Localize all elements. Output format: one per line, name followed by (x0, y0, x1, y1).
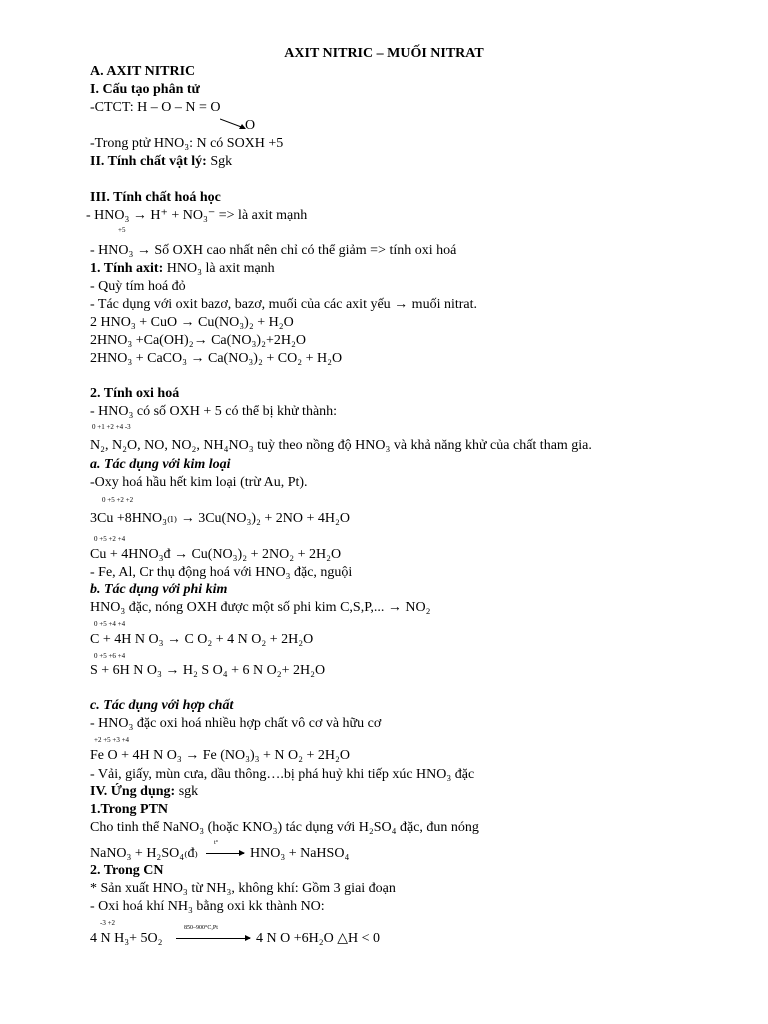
oxidation-numbers: 0 +1 +2 +4 -3 (92, 423, 131, 431)
lab-heading: 1.Trong PTN (90, 802, 169, 817)
section-4-heading: IV. Ứng dụng: (90, 784, 176, 799)
compounds-heading: c. Tác dụng với hợp chất (90, 698, 234, 713)
acid-property-heading: 1. Tính axit: (90, 261, 164, 276)
compounds-item: - HNO₃ đặc oxi hoá nhiều hợp chất vô cơ và hữu cơ (90, 716, 382, 731)
section-2-heading: II. Tính chất vật lý: (90, 154, 207, 169)
section-4-value: sgk (178, 784, 199, 799)
page-title: AXIT NITRIC – MUỐI NITRAT (284, 46, 484, 61)
lab-equation-left: NaNO₃ + H₂SO₄₍đ₎ (90, 846, 198, 861)
nonmetals-heading: b. Tác dụng với phi kim (90, 582, 228, 597)
section-2-line (90, 154, 232, 170)
ctct-second-oxygen: O (245, 118, 256, 133)
oxidation-numbers: 0 +5 +2 +2 (102, 496, 134, 504)
acid-dissociation: - HNO₃ → H⁺ + NO₃⁻ => là axit mạnh (86, 208, 308, 223)
reaction-arrow-icon (176, 938, 250, 939)
compounds-item: - Vải, giấy, mùn cưa, dầu thông….bị phá huỷ khi tiếp xúc HNO₃ đặc (90, 767, 475, 782)
acid-property-line (90, 261, 275, 277)
reaction-condition: t° (214, 840, 219, 846)
oxidation-state-note: -Trong ptử HNO₃: N có SOXH +5 (90, 136, 284, 151)
industry-equation-right: 4 N O +6H₂O △H < 0 (256, 931, 380, 946)
ctct-formula: -CTCT: H – O – N = O (90, 100, 221, 115)
oxidizing-item: - HNO₃ có số OXH + 5 có thể bị khử thành: (90, 404, 338, 419)
section-3-heading: III. Tính chất hoá học (90, 190, 221, 205)
reaction-condition: 850–900°C,Pt (184, 925, 218, 931)
reaction-equation: Cu + 4HNO₃đ → Cu(NO₃)₂ + 2NO₂ + 2H₂O (90, 547, 342, 562)
lab-equation-right: HNO₃ + NaHSO₄ (250, 846, 350, 861)
oxidation-numbers: 0 +5 +6 +4 (94, 652, 126, 660)
oxidation-numbers: 0 +5 +4 +4 (94, 620, 126, 628)
reaction-equation: 2HNO₃ +Ca(OH)₂→ Ca(NO₃)₂+2H₂O (90, 333, 306, 348)
metals-item: -Oxy hoá hầu hết kim loại (trừ Au, Pt). (90, 475, 308, 490)
industry-equation-left: 4 N H₃+ 5O₂ (90, 931, 163, 946)
oxidation-numbers: -3 +2 (100, 919, 116, 927)
reaction-equation: C + 4H N O₃ → C O₂ + 4 N O₂ + 2H₂O (90, 632, 314, 647)
industry-heading: 2. Trong CN (90, 863, 164, 878)
acid-property-item: - Tác dụng với oxit bazơ, bazơ, muối của các axit yếu → muối nitrat. (90, 297, 478, 312)
section-a-heading: A. AXIT NITRIC (90, 64, 196, 79)
industry-item: * Sản xuất HNO₃ từ NH₃, không khí: Gồm 3 giai đoạn (90, 881, 396, 896)
reaction-equation: 2HNO₃ + CaCO₃ → Ca(NO₃)₂ + CO₂ + H₂O (90, 351, 343, 366)
reaction-arrow-icon (206, 853, 244, 854)
oxidizing-heading: 2. Tính oxi hoá (90, 386, 180, 401)
metals-item: - Fe, Al, Cr thụ động hoá với HNO₃ đặc, nguội (90, 565, 353, 580)
acid-property-text: HNO₃ là axit mạnh (166, 261, 275, 276)
acid-property-item: - Quỳ tím hoá đỏ (90, 279, 186, 294)
nonmetals-item: HNO₃ đặc, nóng OXH được một số phi kim C,S,P,... → NO₂ (90, 600, 431, 615)
reaction-equation: 2 HNO₃ + CuO → Cu(NO₃)₂ + H₂O (90, 315, 294, 330)
reduction-products: N₂, N₂O, NO, NO₂, NH₄NO₃ tuỳ theo nồng độ HNO₃ và khả năng khử của chất tham gia. (90, 438, 592, 453)
oxidation-numbers: 0 +5 +2 +4 (94, 535, 126, 543)
metals-heading: a. Tác dụng với kim loại (90, 457, 231, 472)
section-2-value: Sgk (210, 154, 233, 169)
oxidation-numbers: +2 +5 +3 +4 (94, 736, 130, 744)
section-4-line (90, 784, 198, 800)
oxidizing-property-line: - HNO₃ → Số OXH cao nhất nên chỉ có thể giảm => tính oxi hoá (90, 243, 457, 258)
reaction-equation: S + 6H N O₃ → H₂ S O₄ + 6 N O₂+ 2H₂O (90, 663, 326, 678)
industry-item: - Oxi hoá khí NH₃ bằng oxi kk thành NO: (90, 899, 325, 914)
oxidation-number: +5 (118, 226, 126, 234)
reaction-equation: 3Cu +8HNO₃₍ₗ₎ → 3Cu(NO₃)₂ + 2NO + 4H₂O (90, 511, 350, 526)
lab-description: Cho tinh thể NaNO₃ (hoặc KNO₃) tác dụng với H₂SO₄ đặc, đun nóng (90, 820, 479, 835)
reaction-equation: Fe O + 4H N O₃ → Fe (NO₃)₃ + N O₂ + 2H₂O (90, 748, 351, 763)
section-1-heading: I. Cấu tạo phân tử (90, 82, 200, 97)
